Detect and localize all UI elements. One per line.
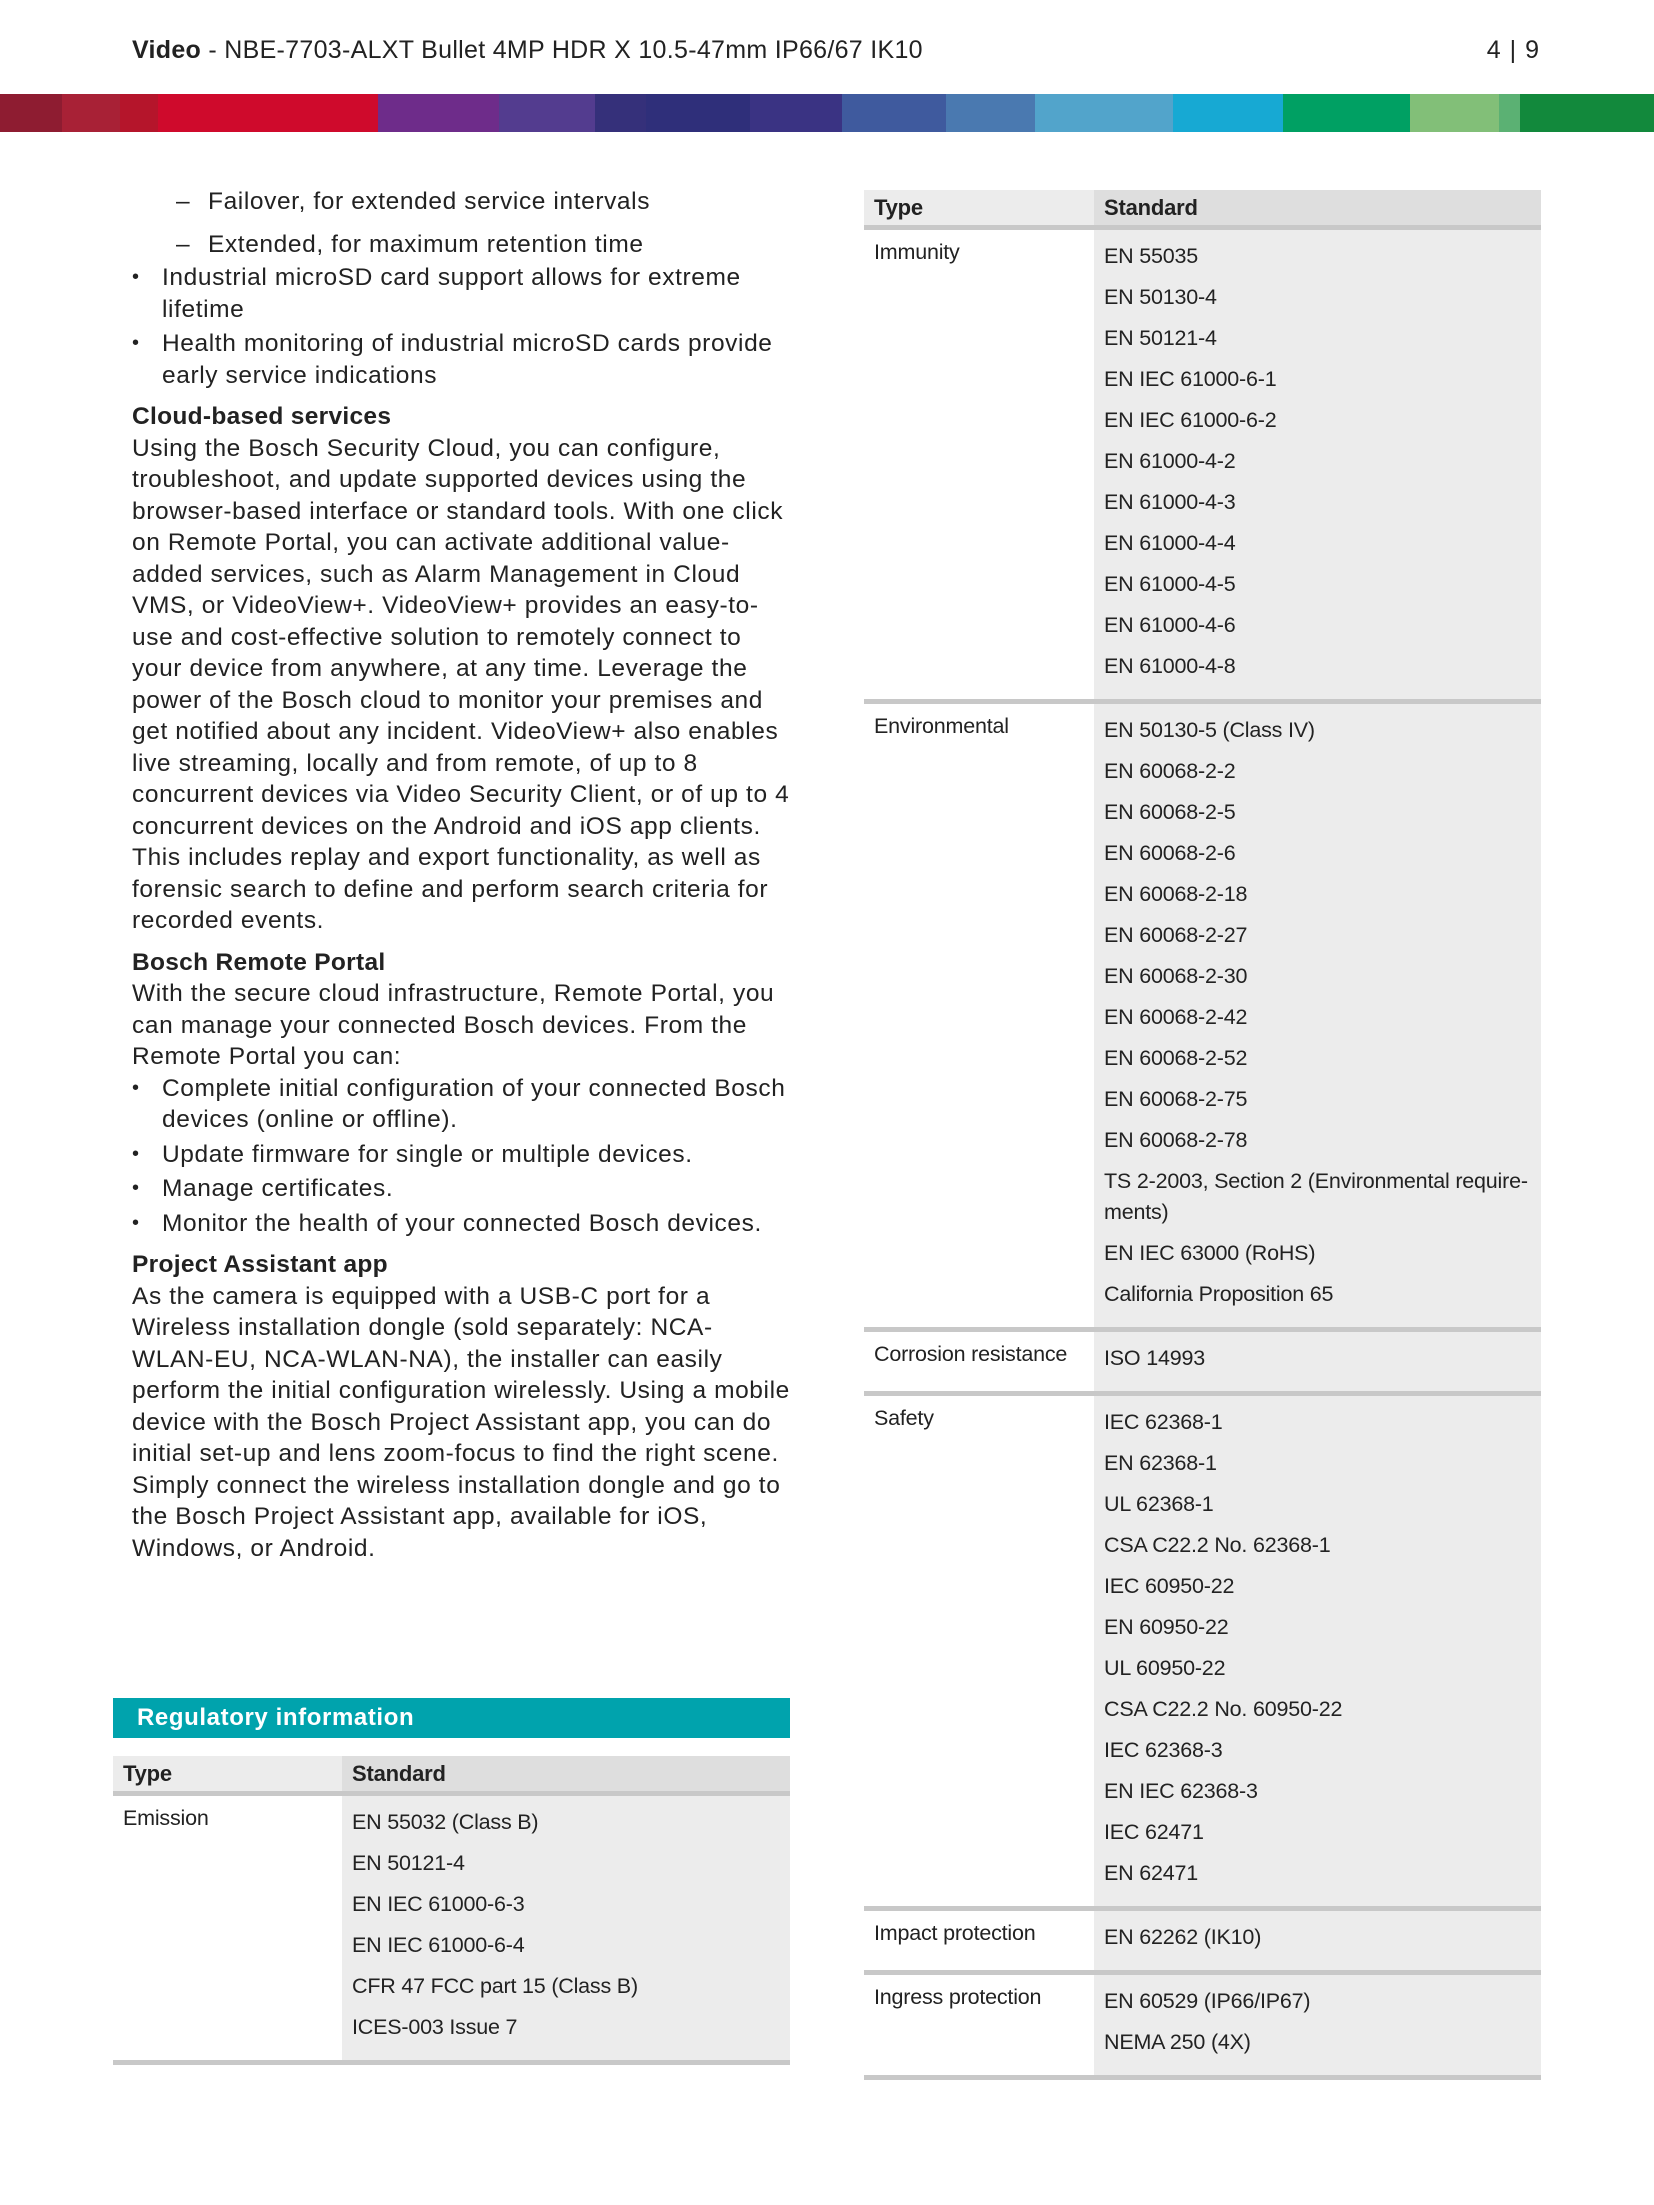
standard-item: EN 62262 (IK10) [1104,1925,1262,1949]
table-header [864,190,1541,230]
type-cell: Environmental [874,714,1009,738]
color-bar-segment [1410,94,1499,132]
standard-cell [1094,230,1541,699]
standard-cell [1094,1332,1541,1391]
type-cell: Impact protection [874,1921,1036,1945]
bullet-item: • Monitor the health of your connected Bosch devices. [132,1208,792,1240]
standard-item: EN 61000-4-4 [1104,531,1236,555]
standard-item: TS 2-2003, Section 2 (Environmental require-ments) [1104,1169,1528,1224]
type-cell: Safety [874,1406,934,1430]
color-bar-segment [946,94,1035,132]
color-bar-segment [750,94,843,132]
table-header [113,1756,790,1796]
type-cell: Emission [123,1806,209,1830]
standard-cell [1094,1975,1541,2075]
standard-item: EN IEC 61000-6-1 [1104,367,1277,391]
section-body: Using the Bosch Security Cloud, you can configure, troubleshoot, and update supported devices using the browser-based interface or standard tools. With one click on Remote Portal, you can activate additional value-added services, such as Alarm Management in Cloud VMS, or VideoView+. VideoView+ provides an easy-to-use and cost-effective solution to remotely connect to your device from anywhere, at any time. Leverage the power of the Bosch cloud to monitor your premises and get notified about any incident. VideoView+ also enables live streaming, locally and from remote, of up to 8 concurrent devices via Video Security Client, or of up to 4 concurrent devices on the Android and iOS app clients. This includes replay and export functionality, as well as forensic search to define and perform search criteria for recorded events. [132,434,790,934]
header-separator: - [201,36,225,64]
color-bar-segment [158,94,302,132]
left-column [132,186,792,1564]
standard-item: EN 61000-4-5 [1104,572,1236,596]
dash-item: – Extended, for maximum retention time [132,229,792,261]
standard-item: IEC 62471 [1104,1820,1204,1844]
standard-item: IEC 62368-3 [1104,1738,1223,1762]
section-body: With the secure cloud infrastructure, Remote Portal, you can manage your connected Bosch devices. From the Remote Portal you can: [132,980,775,1070]
standard-item: UL 60950-22 [1104,1656,1226,1680]
color-bar-segment [1520,94,1654,132]
column-header-type: Type [123,1760,172,1786]
color-bar-segment [378,94,498,132]
color-bar-segment [120,94,158,132]
table-row [864,1332,1541,1396]
bullet-item: • Manage certificates. [132,1173,792,1205]
bullet-item: • Update firmware for single or multiple devices. [132,1139,792,1171]
table-row [113,1796,790,2065]
standard-item: ICES-003 Issue 7 [352,2015,518,2039]
regulatory-table-left [113,1756,790,2065]
standard-item: CSA C22.2 No. 60950-22 [1104,1697,1343,1721]
standard-item: NEMA 250 (4X) [1104,2030,1251,2054]
table-row [864,230,1541,704]
color-bar-segment [1283,94,1410,132]
regulatory-table-right [864,190,1541,2080]
header-product-title: NBE-7703-ALXT Bullet 4MP HDR X 10.5-47mm IP66/67 IK10 [224,36,923,64]
project-assistant-section [132,1249,792,1564]
standard-item: EN IEC 61000-6-3 [352,1892,525,1916]
bullet-item: • Industrial microSD card support allows for extreme lifetime [132,262,792,325]
standard-item: EN 55035 [1104,244,1199,268]
standard-item: UL 62368-1 [1104,1492,1214,1516]
standard-item: EN 60068-2-78 [1104,1128,1248,1152]
standard-item: IEC 60950-22 [1104,1574,1235,1598]
section-body: As the camera is equipped with a USB-C port for a Wireless installation dongle (sold separately: NCA-WLAN-EU, NCA-WLAN-NA), the installer can easily perform the initial configuration wirelessly. Using a mobile device with the Bosch Project Assistant app, you can do initial set-up and lens zoom-focus to find the right scene. Simply connect the wireless installation dongle and go to the Bosch Project Assistant app, available for iOS, Windows, or Android. [132,1282,790,1562]
table-row [864,704,1541,1332]
bullet-item: • Complete initial configuration of your connected Bosch devices (online or offline). [132,1073,792,1136]
standard-item: EN 60068-2-42 [1104,1005,1248,1029]
section-heading: Cloud-based services [132,403,392,430]
standard-item: EN 60068-2-2 [1104,759,1236,783]
standard-item: EN 50130-5 (Class IV) [1104,718,1315,742]
bullet-item: • Health monitoring of industrial microSD cards provide early service indications [132,328,792,391]
type-cell: Corrosion resistance [874,1342,1068,1366]
standard-item: EN 62471 [1104,1861,1199,1885]
brand-color-bar [0,94,1654,132]
type-cell: Ingress protection [874,1985,1042,2009]
column-header-standard: Standard [1094,190,1541,225]
standard-item: ISO 14993 [1104,1346,1205,1370]
standard-item: EN 60529 (IP66/IP67) [1104,1989,1311,2013]
standard-item: EN 60950-22 [1104,1615,1229,1639]
standard-item: EN 60068-2-52 [1104,1046,1248,1070]
color-bar-segment [646,94,749,132]
standard-item: EN 60068-2-5 [1104,800,1236,824]
color-bar-segment [1035,94,1173,132]
standard-cell [1094,704,1541,1327]
standard-item: EN 60068-2-6 [1104,841,1236,865]
standard-cell [1094,1911,1541,1970]
standard-item: EN 60068-2-75 [1104,1087,1248,1111]
type-cell: Immunity [874,240,960,264]
standard-item: IEC 62368-1 [1104,1410,1223,1434]
color-bar-segment [1499,94,1520,132]
color-bar-segment [499,94,595,132]
standard-item: EN 62368-1 [1104,1451,1217,1475]
color-bar-segment [1173,94,1283,132]
page-number: 4 | 9 [1486,36,1540,64]
standard-item: EN 50130-4 [1104,285,1217,309]
table-row [864,1975,1541,2080]
standard-item: EN IEC 63000 (RoHS) [1104,1241,1316,1265]
standard-item: EN IEC 62368-3 [1104,1779,1258,1803]
cloud-services-section [132,401,792,937]
column-header-type: Type [874,194,923,220]
standard-item: EN 60068-2-27 [1104,923,1248,947]
color-bar-segment [842,94,945,132]
standard-item: EN 61000-4-8 [1104,654,1236,678]
standard-item: EN 61000-4-2 [1104,449,1236,473]
table-row [864,1396,1541,1911]
color-bar-segment [62,94,120,132]
standard-item: CSA C22.2 No. 62368-1 [1104,1533,1331,1557]
standard-cell [342,1796,790,2060]
table-row [864,1911,1541,1975]
standard-item: California Proposition 65 [1104,1282,1334,1306]
standard-item: CFR 47 FCC part 15 (Class B) [352,1974,638,1998]
standard-item: EN IEC 61000-6-4 [352,1933,525,1957]
column-header-standard: Standard [342,1756,790,1791]
section-heading: Project Assistant app [132,1251,388,1278]
standard-item: EN 55032 (Class B) [352,1810,539,1834]
standard-cell [1094,1396,1541,1906]
header-category: Video [132,36,202,64]
dash-item: – Failover, for extended service intervals [132,186,792,218]
standard-item: EN 50121-4 [352,1851,465,1875]
section-heading: Bosch Remote Portal [132,948,386,976]
color-bar-segment [595,94,647,132]
standard-item: EN IEC 61000-6-2 [1104,408,1277,432]
standard-item: EN 50121-4 [1104,326,1217,350]
remote-portal-section [132,947,792,1240]
standard-item: EN 60068-2-30 [1104,964,1248,988]
regulatory-banner: Regulatory information [113,1698,790,1738]
standard-item: EN 61000-4-6 [1104,613,1236,637]
color-bar-segment [303,94,379,132]
standard-item: EN 60068-2-18 [1104,882,1248,906]
color-bar-segment [0,94,62,132]
document-header [132,36,923,65]
standard-item: EN 61000-4-3 [1104,490,1236,514]
